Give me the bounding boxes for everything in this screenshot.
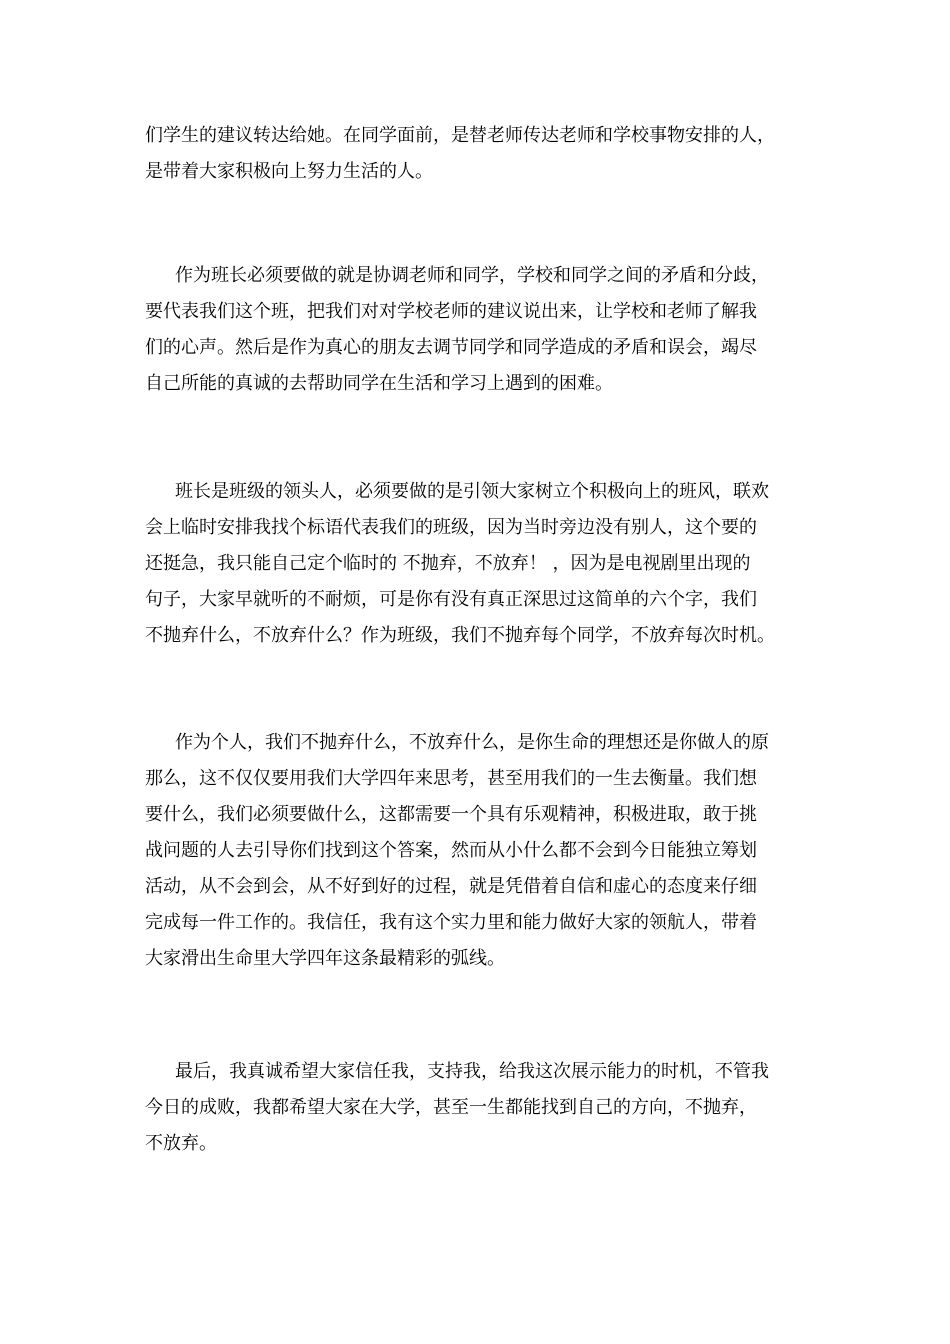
paragraph-1: [145, 118, 807, 190]
text-line: 最后，我真诚希望大家信任我，支持我，给我这次展示能力的时机，不管我: [175, 1061, 769, 1082]
text-line: 要什么，我们必须要做什么，这都需要一个具有乐观精神，积极进取，敢于挑: [145, 804, 757, 825]
text-line: 活动，从不会到会，从不好到好的过程，就是凭借着自信和虚心的态度来仔细: [145, 876, 757, 897]
text-line: 自己所能的真诚的去帮助同学在生活和学习上遇到的困难。: [145, 373, 613, 394]
text-line: 不放弃。: [145, 1133, 217, 1154]
text-line: 句子，大家早就听的不耐烦，可是你有没有真正深思过这简单的六个字，我们: [145, 589, 757, 610]
text-line: 那么，这不仅仅要用我们大学四年来思考，甚至用我们的一生去衡量。我们想: [145, 768, 757, 789]
paragraph-2: [145, 258, 807, 402]
text-line: 大家滑出生命里大学四年这条最精彩的弧线。: [145, 948, 505, 969]
text-line: 战问题的人去引导你们找到这个答案，然而从小什么都不会到今日能独立筹划: [145, 840, 757, 861]
text-line: 还挺急，我只能自己定个临时的 不抛弃，不放弃！ ，因为是电视剧里出现的: [145, 553, 751, 574]
paragraph-5: [145, 1054, 807, 1162]
text-line: 作为个人，我们不抛弃什么，不放弃什么，是你生命的理想还是你做人的原: [175, 732, 769, 753]
text-line: 会上临时安排我找个标语代表我们的班级，因为当时旁边没有别人，这个要的: [145, 517, 757, 538]
paragraph-3: [145, 474, 807, 654]
text-line: 们的心声。然后是作为真心的朋友去调节同学和同学造成的矛盾和误会，竭尽: [145, 337, 757, 358]
text-line: 们学生的建议转达给她。在同学面前，是替老师传达老师和学校事物安排的人，: [145, 125, 775, 146]
text-line: 今日的成败，我都希望大家在大学，甚至一生都能找到自己的方向，不抛弃，: [145, 1097, 757, 1118]
text-line: 班长是班级的领头人，必须要做的是引领大家树立个积极向上的班风，联欢: [175, 481, 769, 502]
text-line: 不抛弃什么，不放弃什么？作为班级，我们不抛弃每个同学，不放弃每次时机。: [145, 625, 775, 646]
text-line: 完成每一件工作的。我信任，我有这个实力里和能力做好大家的领航人，带着: [145, 912, 757, 933]
text-line: 作为班长必须要做的就是协调老师和同学，学校和同学之间的矛盾和分歧，: [175, 265, 769, 286]
text-line: 是带着大家积极向上努力生活的人。: [145, 161, 433, 182]
text-line: 要代表我们这个班，把我们对对学校老师的建议说出来，让学校和老师了解我: [145, 301, 757, 322]
paragraph-4: [145, 725, 807, 977]
